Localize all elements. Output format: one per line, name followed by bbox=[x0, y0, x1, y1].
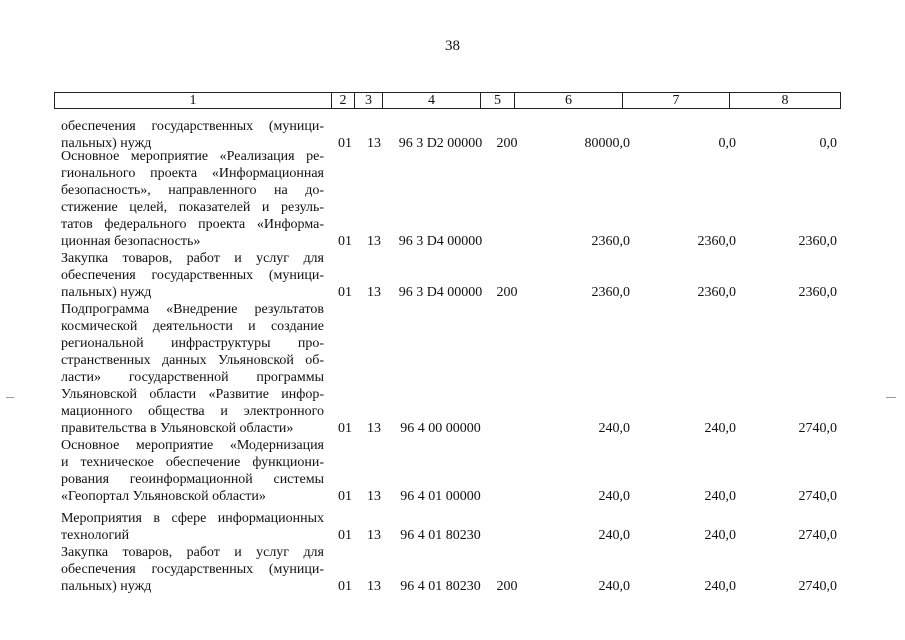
row-subsection-code: 13 bbox=[367, 136, 381, 151]
row-name-line: Основное мероприятие «Реализация ре- bbox=[61, 149, 324, 164]
row-name bbox=[61, 301, 324, 437]
column-header-5: 5 bbox=[481, 93, 515, 109]
row-name-line: обеспечения государственных (муници- bbox=[61, 562, 324, 577]
row-name-line: рования геоинформационной системы bbox=[61, 472, 324, 487]
row-amount-col6: 2360,0 bbox=[591, 234, 630, 249]
row-amount-col8: 2740,0 bbox=[798, 579, 837, 594]
row-name-line: Основное мероприятие «Модернизация bbox=[61, 438, 324, 453]
row-target-article: 96 3 D4 00000 bbox=[398, 285, 483, 300]
column-header-1: 1 bbox=[55, 93, 332, 109]
row-name bbox=[61, 510, 324, 544]
row-section-code: 01 bbox=[338, 136, 352, 151]
row-target-article: 96 4 01 80230 bbox=[400, 528, 481, 543]
row-name-line: региональной инфраструктуры про- bbox=[61, 336, 324, 351]
column-header-6: 6 bbox=[515, 93, 623, 109]
row-section-code: 01 bbox=[338, 285, 352, 300]
row-amount-col8: 2360,0 bbox=[798, 234, 837, 249]
column-header-8: 8 bbox=[730, 93, 841, 109]
row-section-code: 01 bbox=[338, 489, 352, 504]
row-amount-col8: 2740,0 bbox=[798, 489, 837, 504]
row-amount-col8: 2740,0 bbox=[798, 528, 837, 543]
row-name bbox=[61, 118, 324, 152]
row-subsection-code: 13 bbox=[367, 528, 381, 543]
row-subsection-code: 13 bbox=[367, 234, 381, 249]
row-amount-col8: 0,0 bbox=[819, 136, 837, 151]
row-name-line: и техническое обеспечение функциони- bbox=[61, 455, 324, 470]
row-amount-col7: 240,0 bbox=[704, 421, 736, 436]
row-amount-col7: 2360,0 bbox=[697, 285, 736, 300]
row-name-line: «Геопортал Ульяновской области» bbox=[61, 489, 266, 504]
row-amount-col6: 2360,0 bbox=[591, 285, 630, 300]
row-amount-col7: 2360,0 bbox=[697, 234, 736, 249]
row-name-line: Ульяновской области «Развитие инфор- bbox=[61, 387, 324, 402]
row-amount-col7: 240,0 bbox=[704, 489, 736, 504]
row-name-line: Закупка товаров, работ и услуг для bbox=[61, 545, 324, 560]
column-header-4: 4 bbox=[383, 93, 481, 109]
row-subsection-code: 13 bbox=[367, 489, 381, 504]
row-name bbox=[61, 544, 324, 595]
row-name-line: мационного общества и электронного bbox=[61, 404, 324, 419]
row-name-line: технологий bbox=[61, 528, 130, 543]
row-name-line: Подпрограмма «Внедрение результатов bbox=[61, 302, 324, 317]
row-subsection-code: 13 bbox=[367, 285, 381, 300]
row-name-line: ционная безопасность» bbox=[61, 234, 201, 249]
row-amount-col8: 2360,0 bbox=[798, 285, 837, 300]
row-amount-col7: 240,0 bbox=[704, 579, 736, 594]
row-section-code: 01 bbox=[338, 421, 352, 436]
row-amount-col8: 2740,0 bbox=[798, 421, 837, 436]
row-name-line: татов федерального проекта «Информа- bbox=[61, 217, 324, 232]
row-amount-col6: 240,0 bbox=[598, 489, 630, 504]
row-name-line: обеспечения государственных (муници- bbox=[61, 268, 324, 283]
row-name-line: безопасность», направленного на до- bbox=[61, 183, 324, 198]
row-name-line: космической деятельности и создание bbox=[61, 319, 324, 334]
row-target-article: 96 4 01 00000 bbox=[400, 489, 481, 504]
row-target-article: 96 3 D4 00000 bbox=[398, 234, 483, 249]
row-section-code: 01 bbox=[338, 234, 352, 249]
scan-mark bbox=[886, 397, 896, 398]
scan-mark bbox=[6, 397, 14, 398]
row-name-line: Мероприятия в сфере информационных bbox=[61, 511, 324, 526]
row-name-line: странственных данных Ульяновской об- bbox=[61, 353, 324, 368]
row-amount-col6: 240,0 bbox=[598, 579, 630, 594]
row-name-line: гионального проекта «Информационная bbox=[61, 166, 324, 181]
row-amount-col7: 0,0 bbox=[718, 136, 736, 151]
row-name-line: стижение целей, показателей и резуль- bbox=[61, 200, 324, 215]
row-amount-col6: 240,0 bbox=[598, 421, 630, 436]
row-subsection-code: 13 bbox=[367, 579, 381, 594]
row-target-article: 96 4 01 80230 bbox=[400, 579, 481, 594]
row-target-article: 96 4 00 00000 bbox=[400, 421, 481, 436]
column-header-7: 7 bbox=[623, 93, 730, 109]
row-name bbox=[61, 148, 324, 250]
row-section-code: 01 bbox=[338, 528, 352, 543]
row-expense-type: 200 bbox=[496, 285, 518, 300]
row-section-code: 01 bbox=[338, 579, 352, 594]
row-name bbox=[61, 250, 324, 301]
row-subsection-code: 13 bbox=[367, 421, 381, 436]
row-amount-col6: 80000,0 bbox=[584, 136, 630, 151]
row-expense-type: 200 bbox=[496, 579, 518, 594]
row-name-line: обеспечения государственных (муници- bbox=[61, 119, 324, 134]
row-name bbox=[61, 437, 324, 505]
row-name-line: Закупка товаров, работ и услуг для bbox=[61, 251, 324, 266]
row-expense-type: 200 bbox=[496, 136, 518, 151]
column-header-2: 2 bbox=[332, 93, 355, 109]
row-name-line: пальных) нужд bbox=[61, 136, 152, 151]
row-name-line: пальных) нужд bbox=[61, 579, 152, 594]
page-number: 38 bbox=[445, 38, 460, 54]
row-target-article: 96 3 D2 00000 bbox=[398, 136, 483, 151]
row-amount-col7: 240,0 bbox=[704, 528, 736, 543]
column-header-3: 3 bbox=[355, 93, 383, 109]
row-name-line: ласти» государственной программы bbox=[61, 370, 324, 385]
row-name-line: пальных) нужд bbox=[61, 285, 152, 300]
row-amount-col6: 240,0 bbox=[598, 528, 630, 543]
row-name-line: правительства в Ульяновской области» bbox=[61, 421, 294, 436]
